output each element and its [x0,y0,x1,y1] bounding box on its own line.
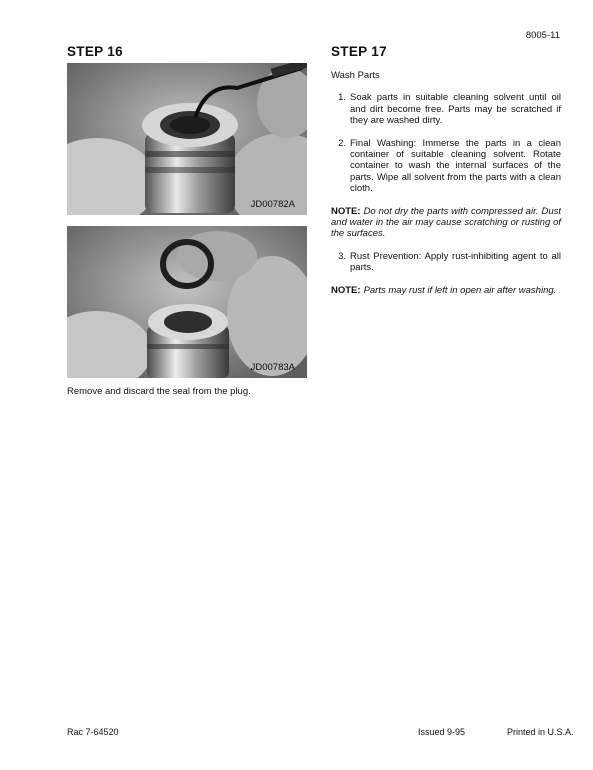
photo-seal-removal-image [67,63,307,215]
photo-seal-removed-image [67,226,307,378]
step-17-title: STEP 17 [331,44,387,59]
list-item [331,138,561,195]
list-item-text: Soak parts in suitable cleaning solvent until oil and dirt become free. Parts may be scratched if they are washed dirty. [350,92,561,127]
photo-seal-removal [67,63,307,215]
note-text: Do not dry the parts with compressed air. Dust and water in the air may cause scratching or rusting of the surfaces. [331,205,561,240]
step-16-title: STEP 16 [67,44,123,59]
list-item-number: 3. [338,250,346,262]
step-16-caption: Remove and discard the seal from the plug. [67,386,251,397]
step-17-body [331,70,561,307]
note-label: NOTE: [331,284,361,296]
step-17-subhead: Wash Parts [331,70,380,81]
photo-1-label: JD00782A [250,199,295,210]
list-item [331,251,561,274]
note-label: NOTE: [331,205,361,217]
footer-issued-date: Issued 9-95 [418,727,466,737]
footer-document-number: Rac 7-64520 [67,727,119,737]
note-rust [331,285,561,296]
footer-printed-in: Printed in U.S.A. [507,727,574,737]
note-text: Parts may rust if left in open air after washing. [363,284,557,296]
list-item-text: Final Washing: Immerse the parts in a clean container of suitable cleaning solvent. Rotate container to wash the internal surfaces of the parts. Wipe all solvent from the parts with a clean cloth. [350,137,561,195]
photo-seal-removed [67,226,307,378]
list-item-number: 1. [338,92,346,104]
list-item-number: 2. [338,137,346,149]
list-item [331,92,561,126]
note-compressed-air [331,206,561,240]
photo-2-label: JD00783A [250,362,295,373]
page-number: 8005-11 [525,30,560,41]
list-item-text: Rust Prevention: Apply rust-inhibiting agent to all parts. [350,250,561,274]
